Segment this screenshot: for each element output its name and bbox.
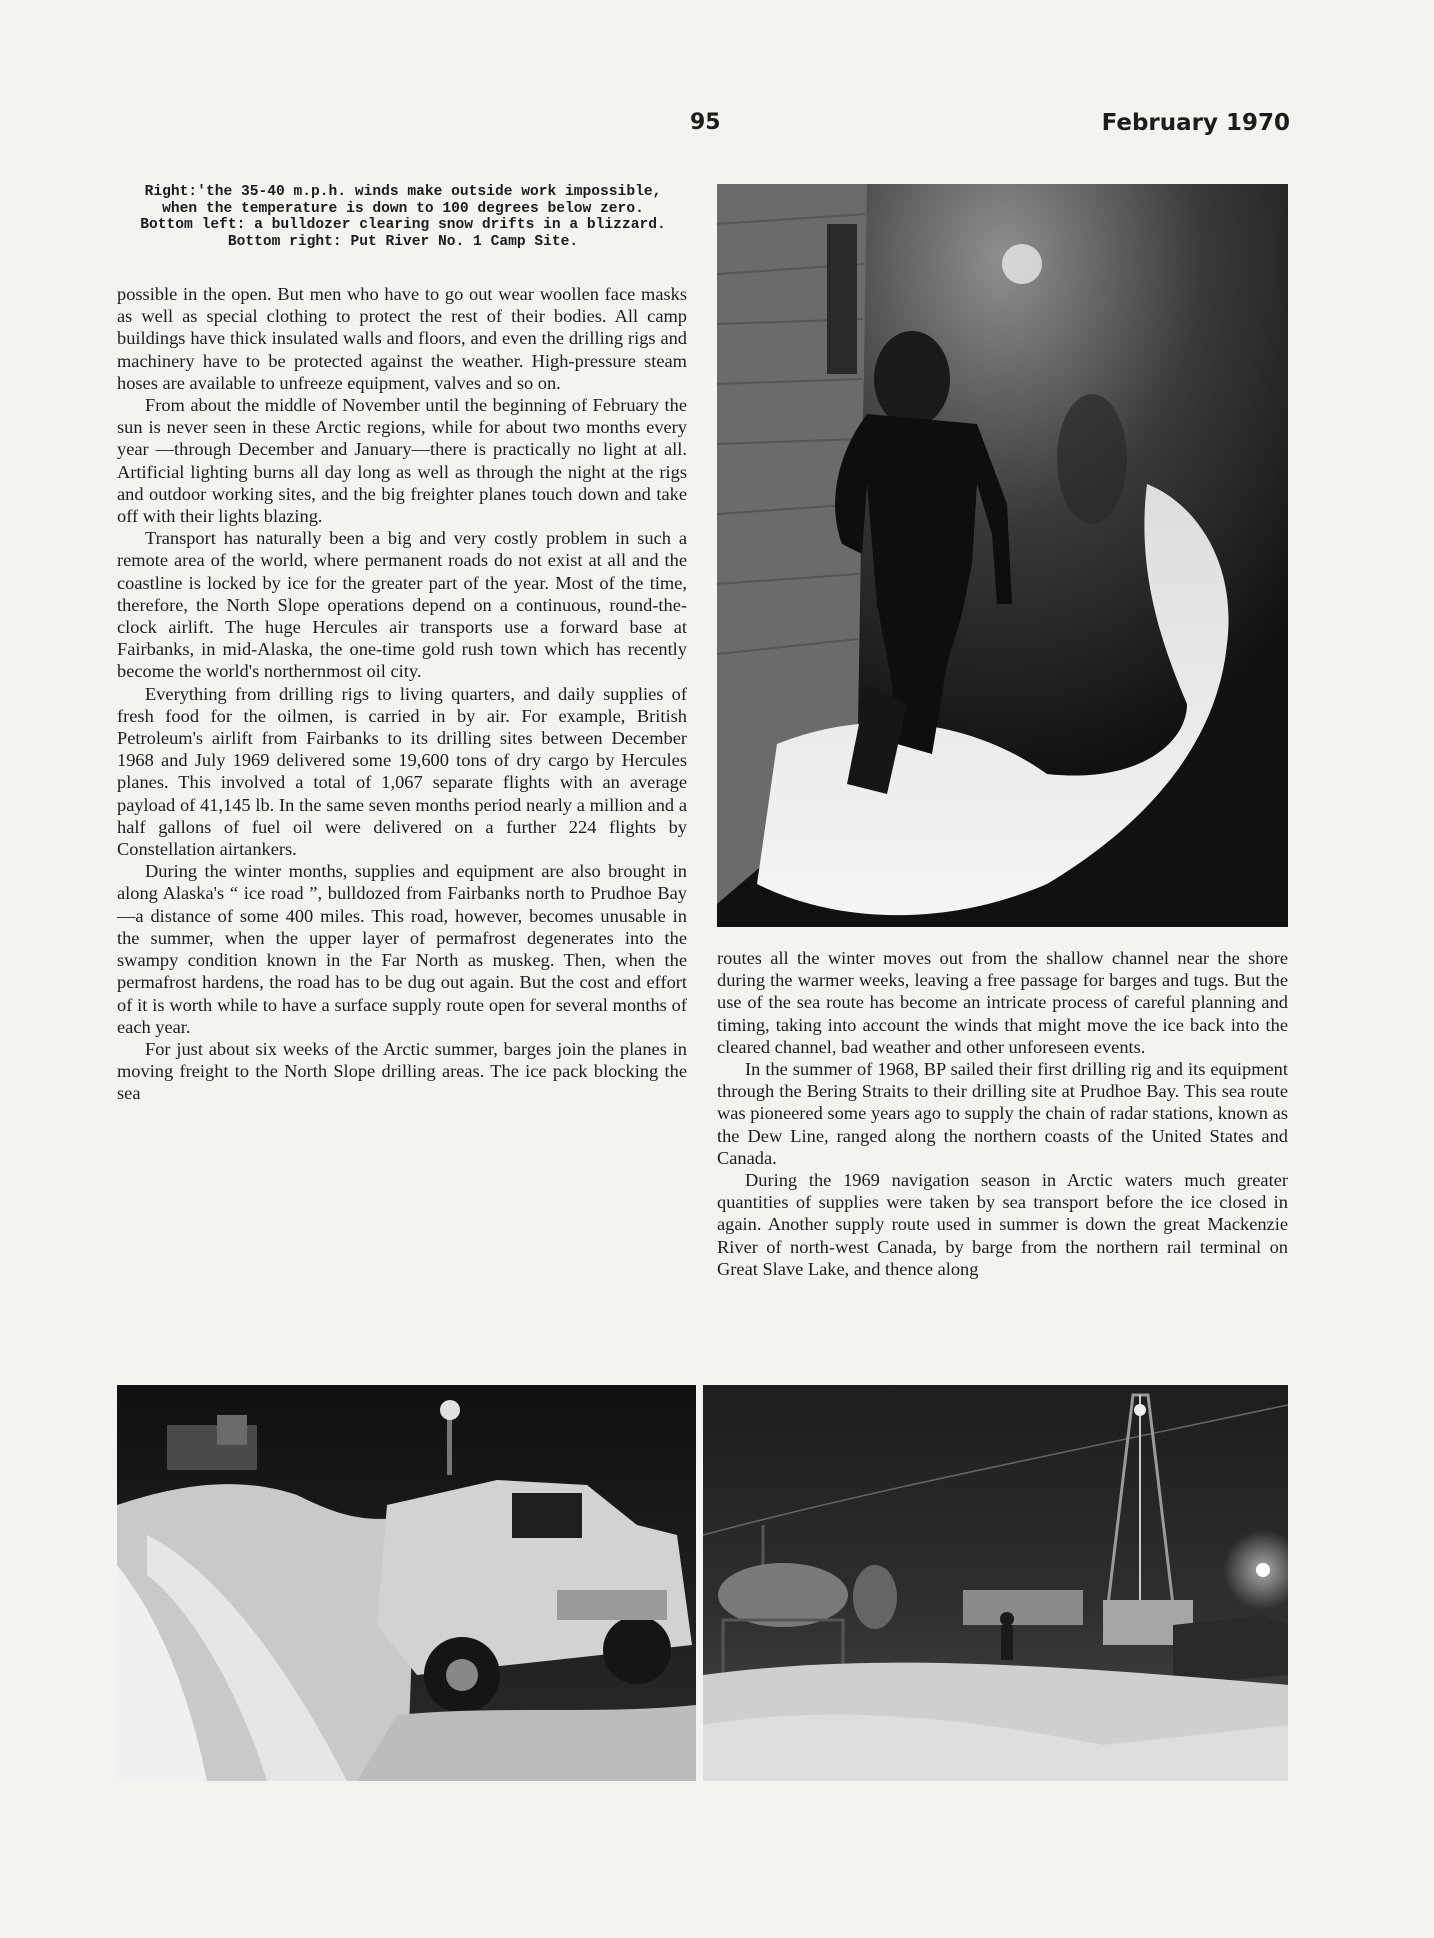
paragraph: During the 1969 navigation season in Arctic waters much greater quantities of supplies were taken by sea transport before the ice closed in again. Another supply route used in summer is down the great Mackenzie River of north-west Canada, by barge from the northern rail terminal on Great Slave Lake, and thence along bbox=[717, 1170, 1288, 1279]
paragraph: In the summer of 1968, BP sailed their first drilling rig and its equipment through the Bering Straits to their drilling site at Prudhoe Bay. This sea route was pioneered some years ago to supply the chain of radar stations, known as the Dew Line, ranged along the northern coasts of the United States and Canada. bbox=[717, 1059, 1288, 1168]
paragraph: From about the middle of November until the beginning of February the sun is never seen in these Arctic regions, while for about two months every year —through December and January—there is practically no light at all. Artificial lighting burns all day long as well as through the night at the rigs and outdoor working sites, and the big freighter planes touch down and take off with their lights blazing. bbox=[117, 395, 687, 527]
paragraph: possible in the open. But men who have to go out wear woollen face masks as well as special clothing to protect the rest of their bodies. All camp buildings have thick insulated walls and floors, and even the drilling rigs and machinery have to be protected against the weather. High-pressure steam hoses are available to unfreeze equipment, valves and so on. bbox=[117, 284, 687, 393]
paragraph: Transport has naturally been a big and very costly problem in such a remote area of the world, where permanent roads do not exist at all and the coastline is locked by ice for the greater part of the year. Most of the time, therefore, the North Slope operations depend on a continuous, round-the-clock airlift. The huge Hercules air transports use a forward base at Fairbanks, in mid-Alaska, the one-time gold rush town which has recently become the world's northernmost oil city. bbox=[117, 528, 687, 682]
paragraph: For just about six weeks of the Arctic summer, barges join the planes in moving freight to the North Slope drilling areas. The ice pack blocking the sea bbox=[117, 1038, 687, 1104]
blizzard-worker-photo bbox=[717, 184, 1288, 927]
article-right-column bbox=[717, 947, 1288, 1280]
caption-line: when the temperature is down to 100 degrees below zero. bbox=[162, 200, 644, 217]
caption-line: Right:'the 35-40 m.p.h. winds make outside work impossible, bbox=[144, 184, 662, 200]
caption-line: Bottom left: a bulldozer clearing snow drifts in a blizzard. bbox=[140, 217, 666, 233]
caption-line: Bottom right: Put River No. 1 Camp Site. bbox=[227, 233, 579, 250]
camp-site-photo bbox=[703, 1385, 1288, 1781]
paragraph: Everything from drilling rigs to living quarters, and daily supplies of fresh food for the oilmen, is carried in by air. For example, British Petroleum's airlift from Fairbanks to its drilling sites between December 1968 and July 1969 delivered some 19,600 tons of dry cargo by Hercules planes. This involved a total of 1,067 separate flights with an average payload of 41,145 lb. In the same seven months period nearly a million and a half gallons of fuel oil were delivered on a further 224 flights by Constellation airtankers. bbox=[117, 683, 687, 860]
bulldozer-snow-photo bbox=[117, 1385, 696, 1781]
page-number: 95 bbox=[690, 110, 721, 135]
article-left-column bbox=[117, 283, 687, 1105]
paragraph: During the winter months, supplies and equipment are also brought in along Alaska's “ ice road ”, bulldozed from Fairbanks north to Prudhoe Bay—a distance of some 400 miles. This road, however, becomes unusable in the summer, when the upper layer of permafrost degenerates into the swampy condition known in the Far North as muskeg. Then, when the permafrost hardens, the road has to be dug out again. But the cost and effort of it is worth while to have a surface supply route open for several months of each year. bbox=[117, 861, 687, 1037]
photo-caption bbox=[117, 184, 689, 250]
paragraph: routes all the winter moves out from the shallow channel near the shore during the warmer weeks, leaving a free passage for barges and tugs. But the use of the sea route has become an intricate process of careful planning and timing, taking into account the winds that might move the ice back into the cleared channel, bad weather and other unforeseen events. bbox=[717, 948, 1288, 1057]
page-date: February 1970 bbox=[1101, 110, 1290, 136]
